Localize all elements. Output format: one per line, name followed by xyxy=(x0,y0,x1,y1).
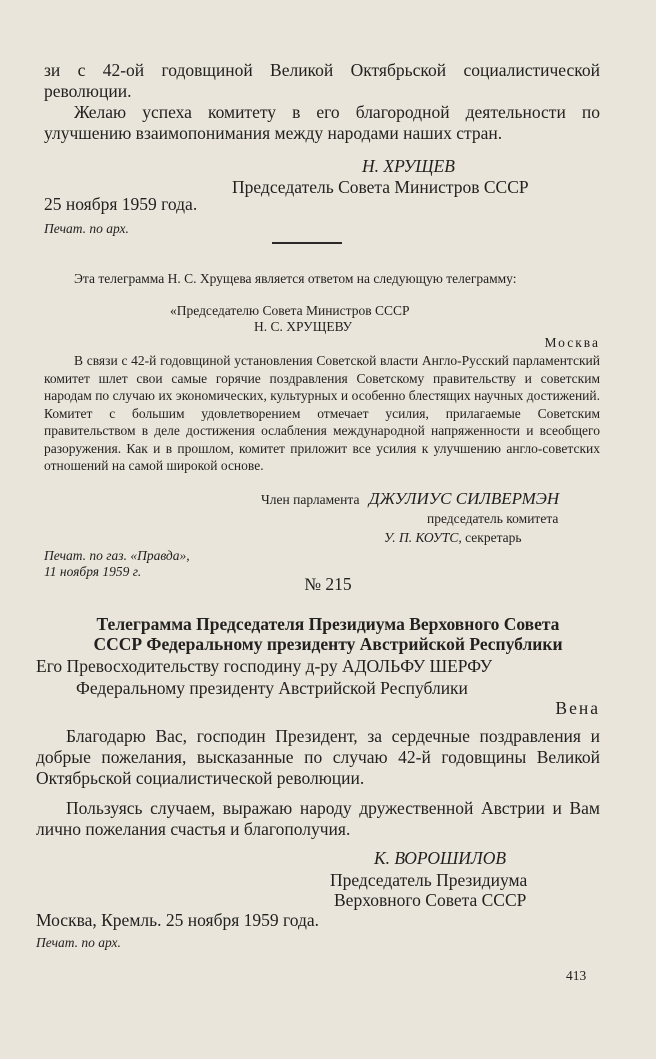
section-divider xyxy=(272,242,342,244)
addressee-line-2: Н. С. ХРУЩЕВУ xyxy=(254,319,353,334)
address-city: Вена xyxy=(555,698,600,718)
letter-wish-paragraph: Желаю успеха комитету в его благородной деятельности по улучшению взаимопонимания между народами наших стран. xyxy=(44,102,600,143)
signer-title: Председатель Совета Министров СССР xyxy=(232,177,529,197)
reply-paragraph-1: Благодарю Вас, господин Президент, за сердечные поздравления и добрые пожелания, высказанные по случаю 42-й годовщины Великой Октябрьской социалистической революции. xyxy=(36,726,600,788)
page-number: 413 xyxy=(566,968,587,983)
document-heading-line-2: СССР Федеральному президенту Австрийской Республики xyxy=(93,634,563,654)
archive-source: Печат. по арх. xyxy=(44,221,129,236)
signer-line-1 xyxy=(261,490,559,509)
reply-date: Москва, Кремль. 25 ноября 1959 года. xyxy=(36,910,320,930)
address-line-1: Его Превосходительству господину д-ру АДОЛЬФУ ШЕРФУ xyxy=(36,656,493,676)
document-heading-line-1: Телеграмма Председателя Президиума Верховного Совета xyxy=(96,614,560,634)
newspaper-source-line-1: Печат. по газ. «Правда», xyxy=(44,548,190,563)
letter-closing-paragraph: зи с 42-ой годовщиной Великой Октябрьской социалистической революции. xyxy=(44,60,600,101)
signer-name-coates: У. П. КОУТС, xyxy=(384,530,462,545)
note-intro: Эта телеграмма Н. С. Хрущева является ответом на следующую телеграмму: xyxy=(74,271,517,286)
address-line-2: Федеральному президенту Австрийской Республики xyxy=(76,678,468,698)
signer-name-voroshilov: К. ВОРОШИЛОВ xyxy=(374,848,507,868)
reply-paragraph-2: Пользуясь случаем, выражаю народу дружественной Австрии и Вам лично пожелания счастья и благополучия. xyxy=(36,798,600,839)
signer-title-line-1: Председатель Президиума xyxy=(330,870,528,890)
note-city: Москва xyxy=(544,335,600,350)
signer-title-line-2: Верховного Совета СССР xyxy=(334,890,527,910)
newspaper-source-line-2: 11 ноября 1959 г. xyxy=(44,564,142,579)
signer-name-silverman: ДЖУЛИУС СИЛВЕРМЭН xyxy=(368,489,560,508)
letter-date: 25 ноября 1959 года. xyxy=(44,194,198,214)
addressee-line-1: «Председателю Совета Министров СССР xyxy=(170,303,410,318)
telegram-body: В связи с 42-й годовщиной установления Советской власти Англо-Русский парламентский комитет шлет свои самые горячие поздравления Советскому правительству и советским народам по случаю их экономических, культурных и особенно блестящих научных достижений. Комитет с большим удовлетворением отмечает усилия, прилагаемые Советским правительством в деле достижения ослабления международной напряженности и всеобщего разоружения. Как и в прошлом, комитет приложит все усилия к улучшению англо-советских отношений на самой широкой основе. xyxy=(44,353,600,473)
signer-role-secretary: секретарь xyxy=(465,530,522,545)
reply-archive-source: Печат. по арх. xyxy=(36,935,121,950)
signer-prefix: Член парламента xyxy=(261,492,360,507)
signer-line-2 xyxy=(384,529,522,547)
signer-name: Н. ХРУЩЕВ xyxy=(362,156,455,176)
document-number: № 215 xyxy=(304,574,352,594)
signer-role-chairman: председатель комитета xyxy=(427,511,559,526)
